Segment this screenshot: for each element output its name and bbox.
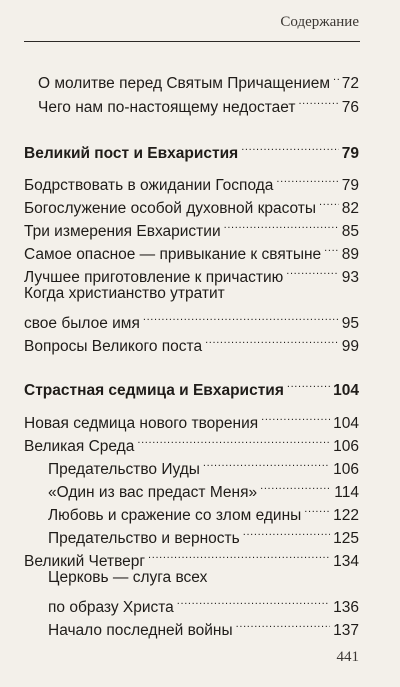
toc-entry-page: 93 [341, 269, 359, 286]
toc-entry-title: Великая Среда [24, 438, 135, 455]
dot-leader [205, 328, 339, 351]
toc-entry-page: 79 [341, 177, 359, 194]
dot-leader [236, 612, 330, 635]
toc-entry-page: 99 [341, 338, 359, 355]
toc-entry-title: по образу Христа [48, 599, 174, 616]
running-head-title: Содержание [280, 14, 359, 30]
dot-leader [286, 259, 339, 282]
toc-entry-page: 134 [333, 553, 359, 570]
toc-entry-page: 137 [333, 622, 359, 639]
toc-entry-page: 106 [333, 438, 359, 455]
toc-section-title: Страстная седмица и Евхаристия [24, 382, 284, 399]
dot-leader [333, 65, 339, 88]
toc-entry-title: Три измерения Евхаристии [24, 223, 221, 240]
dot-leader [324, 236, 339, 259]
toc-entry-title-line1: Когда христианство утратит [24, 285, 225, 302]
dot-leader [137, 428, 330, 451]
toc-entry-title: Предательство Иуды [48, 461, 200, 478]
dot-leader [224, 213, 339, 236]
dot-leader [287, 372, 330, 395]
toc-entry-page: 106 [333, 461, 359, 478]
toc-entry-page: 114 [334, 484, 359, 501]
toc-entry-title: свое былое имя [24, 315, 140, 332]
toc-entry-page: 76 [341, 99, 359, 116]
dot-leader [177, 589, 330, 612]
toc-section-page: 104 [333, 382, 359, 399]
toc-entry-title: Великий Четверг [24, 553, 146, 570]
toc-entry-page: 85 [341, 223, 359, 240]
toc-entry-page: 104 [333, 415, 359, 432]
dot-leader [241, 135, 339, 158]
toc-entry-page: 125 [333, 530, 359, 547]
toc-entry-page: 89 [341, 246, 359, 263]
toc-section-title: Великий пост и Евхаристия [24, 145, 239, 162]
dot-leader [304, 497, 330, 520]
toc-entry-page: 95 [341, 315, 359, 332]
toc-entry-title: Предательство и верность [48, 530, 240, 547]
toc-entry-title: Богослужение особой духовной красоты [24, 200, 317, 217]
toc-entry-title: «Один из вас предаст Меня» [48, 484, 258, 501]
dot-leader [260, 474, 331, 497]
toc-section-page: 79 [341, 145, 359, 162]
toc-entry-page: 72 [341, 75, 359, 92]
toc-entry-title: Начало последней войны [48, 622, 233, 639]
toc-entry-title: Чего нам по-настоящему недостает [38, 99, 296, 116]
dot-leader [319, 190, 339, 213]
toc-entry-page: 82 [341, 200, 359, 217]
dot-leader [143, 305, 339, 328]
toc-entry-title: О молитве перед Святым Причащением [38, 75, 331, 92]
toc-entry-title: Любовь и сражение со злом едины [48, 507, 302, 524]
dot-leader [261, 405, 330, 428]
toc-entry-page: 136 [333, 599, 359, 616]
toc-entry-page: 122 [333, 507, 359, 524]
toc-entry-title: Новая седмица нового творения [24, 415, 259, 432]
toc-entry-title: Лучшее приготовление к причастию [24, 269, 284, 286]
toc-entry-title-line1: Церковь — слуга всех [48, 569, 208, 586]
toc-entry-title: Самое опасное — привыкание к святыне [24, 246, 322, 263]
dot-leader [148, 543, 330, 566]
dot-leader [276, 167, 338, 190]
dot-leader [243, 520, 330, 543]
dot-leader [203, 451, 330, 474]
page-number: 441 [336, 649, 359, 665]
toc-entry-title: Бодрствовать в ожидании Господа [24, 177, 274, 194]
toc-entry-title: Вопросы Великого поста [24, 338, 203, 355]
dot-leader [298, 89, 338, 112]
